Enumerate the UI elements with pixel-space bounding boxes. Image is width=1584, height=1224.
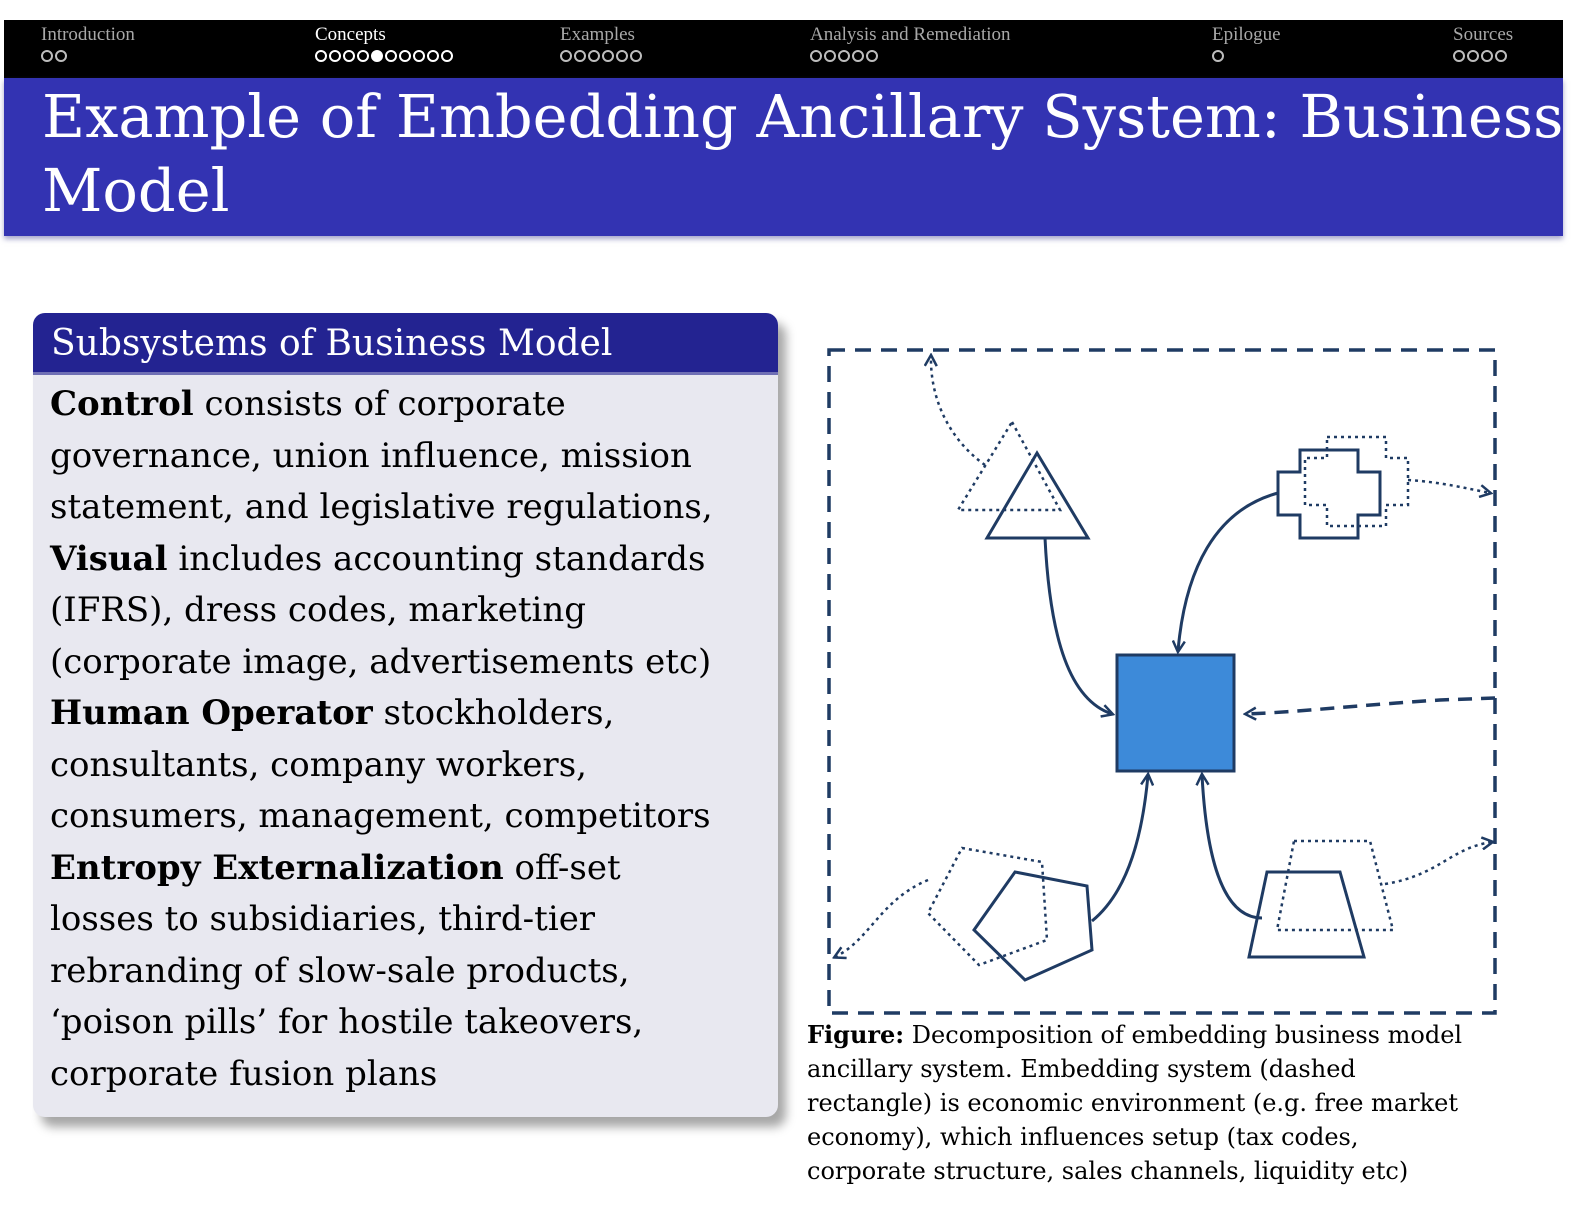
caption-text: Decomposition of embedding business model	[904, 1021, 1463, 1049]
nav-slide-dot[interactable]	[357, 50, 369, 62]
item-text: (IFRS), dress codes, marketing	[50, 590, 587, 630]
nav-slide-dot[interactable]	[1212, 50, 1224, 62]
item-text: rebranding of slow-sale products,	[50, 950, 630, 991]
nav-slide-dot[interactable]	[810, 50, 822, 62]
nav-dots	[560, 50, 642, 62]
item-text: governance, union influence, mission	[50, 435, 692, 476]
item-text: statement, and legislative regulations,	[50, 487, 713, 527]
nav-slide-dot[interactable]	[315, 50, 327, 62]
nav-slide-dot[interactable]	[602, 50, 614, 62]
nav-slide-dot[interactable]	[1495, 50, 1507, 62]
nav-slide-dot[interactable]	[838, 50, 850, 62]
item-text: consists of corporate	[193, 384, 566, 424]
cross-escape-arrow	[1408, 480, 1490, 493]
nav-slide-dot[interactable]	[399, 50, 411, 62]
nav-dots	[1212, 50, 1281, 62]
nav-section-examples[interactable]	[560, 22, 642, 62]
list-item-entropy-externalization	[50, 843, 762, 1101]
item-text: ‘poison pills’ for hostile takeovers,	[50, 1002, 644, 1042]
nav-slide-dot[interactable]	[413, 50, 425, 62]
pentagon-to-center-arrow	[1092, 775, 1148, 921]
nav-slide-dot[interactable]	[329, 50, 341, 62]
triangle-escape-arrow	[931, 356, 985, 465]
embedding-system-diagram	[815, 330, 1515, 1030]
nav-slide-dot[interactable]	[574, 50, 586, 62]
nav-slide-dot[interactable]	[630, 50, 642, 62]
pentagon-subsystem-dotted	[928, 848, 1047, 965]
nav-label[interactable]: Sources	[1453, 24, 1514, 45]
nav-slide-dot[interactable]	[343, 50, 355, 62]
trapezoid-escape-arrow	[1385, 842, 1492, 884]
nav-slide-dot[interactable]	[385, 50, 397, 62]
central-system-square	[1117, 655, 1234, 771]
item-text: off-set	[503, 847, 621, 888]
term-label: Control	[50, 384, 194, 424]
nav-section-analysis[interactable]	[810, 22, 1011, 62]
list-item-visual	[50, 534, 762, 689]
item-text: (corporate image, advertisements etc)	[50, 641, 712, 682]
slide-title-line: Example of Embedding Ancillary System: Business	[42, 82, 1564, 151]
nav-slide-dot[interactable]	[1481, 50, 1493, 62]
nav-slide-dot[interactable]	[41, 50, 53, 62]
term-label: Visual	[50, 538, 168, 579]
list-item-control	[50, 379, 762, 534]
nav-dots	[41, 50, 135, 62]
nav-section-introduction[interactable]	[41, 22, 135, 62]
caption-label: Figure:	[807, 1020, 905, 1049]
pentagon-subsystem	[974, 872, 1092, 980]
nav-dots	[810, 50, 1011, 62]
term-label: Human Operator	[50, 693, 373, 733]
item-text: consultants, company workers,	[50, 744, 587, 785]
item-text: stockholders,	[372, 693, 615, 733]
nav-slide-dot[interactable]	[616, 50, 628, 62]
nav-slide-dot[interactable]	[55, 50, 67, 62]
nav-label[interactable]: Examples	[560, 24, 635, 45]
nav-dots	[315, 50, 453, 62]
nav-slide-dot[interactable]	[371, 50, 383, 62]
trapezoid-subsystem-dotted	[1277, 841, 1393, 930]
caption-text: rectangle) is economic environment (e.g. free market	[807, 1089, 1458, 1117]
caption-text: economy), which influences setup (tax codes,	[807, 1123, 1359, 1151]
slide-title	[42, 80, 1564, 228]
nav-slide-dot[interactable]	[441, 50, 453, 62]
cross-subsystem	[1278, 450, 1380, 538]
figure-caption	[807, 1018, 1537, 1188]
nav-slide-dot[interactable]	[588, 50, 600, 62]
nav-label[interactable]: Epilogue	[1212, 24, 1281, 45]
environment-to-center-arrow	[1246, 698, 1495, 714]
slide-title-line: Model	[42, 156, 230, 225]
title-bar	[4, 78, 1563, 236]
item-text: losses to subsidiaries, third-tier	[50, 899, 596, 939]
list-item-human-operator	[50, 688, 762, 843]
nav-dots	[1453, 50, 1513, 62]
nav-label[interactable]: Introduction	[41, 24, 135, 45]
caption-text: corporate structure, sales channels, liquidity etc)	[807, 1157, 1409, 1185]
nav-slide-dot[interactable]	[427, 50, 439, 62]
item-text: consumers, management, competitors	[50, 796, 711, 836]
pentagon-escape-arrow	[835, 880, 928, 957]
caption-text: ancillary system. Embedding system (dashed	[807, 1055, 1356, 1083]
item-text: includes accounting standards	[167, 538, 706, 579]
nav-section-sources[interactable]	[1453, 22, 1513, 62]
triangle-to-center-arrow	[1045, 538, 1112, 714]
trapezoid-to-center-arrow	[1202, 775, 1262, 918]
nav-label[interactable]: Concepts	[315, 24, 386, 45]
cross-to-center-arrow	[1178, 493, 1278, 651]
triangle-subsystem	[987, 453, 1088, 538]
navigation-bar	[4, 20, 1563, 78]
nav-slide-dot[interactable]	[852, 50, 864, 62]
nav-section-concepts[interactable]	[315, 22, 453, 62]
item-text: corporate fusion plans	[50, 1053, 438, 1094]
nav-slide-dot[interactable]	[1467, 50, 1479, 62]
subsystems-block	[33, 313, 778, 1117]
nav-slide-dot[interactable]	[866, 50, 878, 62]
block-body	[33, 375, 778, 1100]
nav-slide-dot[interactable]	[824, 50, 836, 62]
trapezoid-subsystem	[1249, 872, 1364, 957]
block-title: Subsystems of Business Model	[33, 313, 778, 375]
nav-label[interactable]: Analysis and Remediation	[810, 24, 1011, 45]
term-label: Entropy Externalization	[50, 847, 504, 888]
nav-section-epilogue[interactable]	[1212, 22, 1281, 62]
nav-slide-dot[interactable]	[560, 50, 572, 62]
nav-slide-dot[interactable]	[1453, 50, 1465, 62]
